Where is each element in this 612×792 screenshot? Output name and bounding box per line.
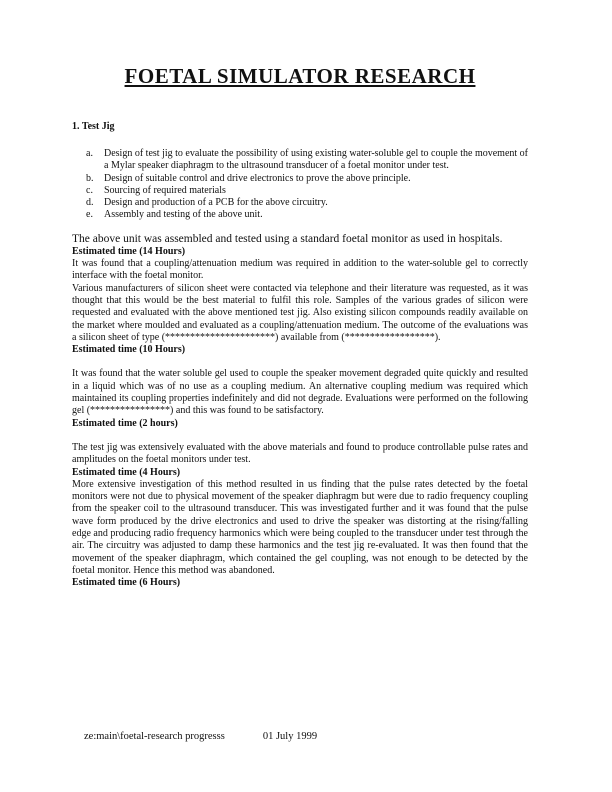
- estimate-line-5: Estimated time (6 Hours): [72, 577, 181, 589]
- list-marker: b.: [86, 172, 94, 184]
- paragraph-gel-degraded: It was found that the water soluble gel used to couple the speaker movement degraded quite quickly and resulted in a liquid which was of no use as a coupling medium. An alternative coupling medium was required which maintained its coupling properties indefinitely and did not degrade. Evaluations were performed on the following gel (****************) and this was found to be satisfactory.: [72, 368, 528, 417]
- list-marker: c.: [86, 184, 93, 196]
- paragraph-unit-assembled: The above unit was assembled and tested using a standard foetal monitor as used in hospitals.: [72, 232, 503, 245]
- paragraph-coupling-medium: It was found that a coupling/attenuation medium was required in addition to the water-soluble gel to correctly interface with the foetal monitor.: [72, 258, 528, 282]
- page-footer: [84, 731, 317, 742]
- list-item-text: Assembly and testing of the above unit.: [104, 209, 263, 221]
- task-list: [86, 148, 528, 222]
- list-item: [86, 173, 528, 185]
- list-item-text: Design of test jig to evaluate the possibility of using existing water-soluble gel to couple the movement of a Mylar speaker diaphragm to the ultrasound transducer of a foetal monitor under test.: [104, 148, 528, 172]
- list-item: [86, 185, 528, 197]
- footer-filename: ze:main\foetal-research progresss: [84, 731, 225, 742]
- estimate-line-1: Estimated time (14 Hours): [72, 245, 186, 257]
- list-item: [86, 148, 528, 173]
- list-item-text: Sourcing of required materials: [104, 184, 226, 196]
- estimate-line-2: Estimated time (10 Hours): [72, 344, 186, 356]
- estimate-line-3: Estimated time (2 hours): [72, 417, 178, 429]
- paragraph-manufacturers: Various manufacturers of silicon sheet were contacted via telephone and their literature was requested, as it was thought that this would be the best material to fulfil this role. Samples of the various grades of silicon were requested and evaluated with the above mentioned test jig. Also existing silicon compounds readily available on the market where moulded and evaluated as a coupling/attenuation medium. The outcome of the evaluations was a silicon sheet of type (**********************) available from (******************).: [72, 282, 528, 343]
- page-title: FOETAL SIMULATOR RESEARCH: [124, 64, 476, 88]
- list-item-text: Design of suitable control and drive electronics to prove the above principle.: [104, 172, 411, 184]
- list-marker: a.: [86, 148, 93, 159]
- list-marker: e.: [86, 209, 93, 221]
- footer-date: 01 July 1999: [262, 731, 318, 742]
- spacer: [72, 430, 528, 442]
- paragraph-investigation: More extensive investigation of this method resulted in us finding that the pulse rates detected by the foetal monitors were not due to physical movement of the speaker diaphragm but were due to radio frequency coupling from the speaker coil to the ultrasound transducer. This was investigated further and it was found that the pulse wave form produced by the drive electronics and used to drive the speaker was distorting at the rising/falling edge and producing radio frequency harmonics which were being coupled to the transducer under test through the air. The circuitry was adjusted to damp these harmonics and the test jig re-evaluated. It was then found that the movement of the speaker diaphragm, which contained the gel coupling, was not enough to be detected by the foetal monitor. Hence this method was abandoned.: [72, 478, 528, 576]
- list-item-text: Design and production of a PCB for the above circuitry.: [104, 197, 328, 209]
- list-item: [86, 209, 528, 221]
- section-heading: 1. Test Jig: [72, 121, 115, 132]
- estimate-line-4: Estimated time (4 Hours): [72, 466, 181, 478]
- spacer: [72, 356, 528, 368]
- paragraph-testjig-evaluated: The test jig was extensively evaluated with the above materials and found to produce controllable pulse rates and amplitudes on the foetal monitors under test.: [72, 441, 528, 466]
- list-marker: d.: [86, 197, 94, 209]
- list-item: [86, 197, 528, 209]
